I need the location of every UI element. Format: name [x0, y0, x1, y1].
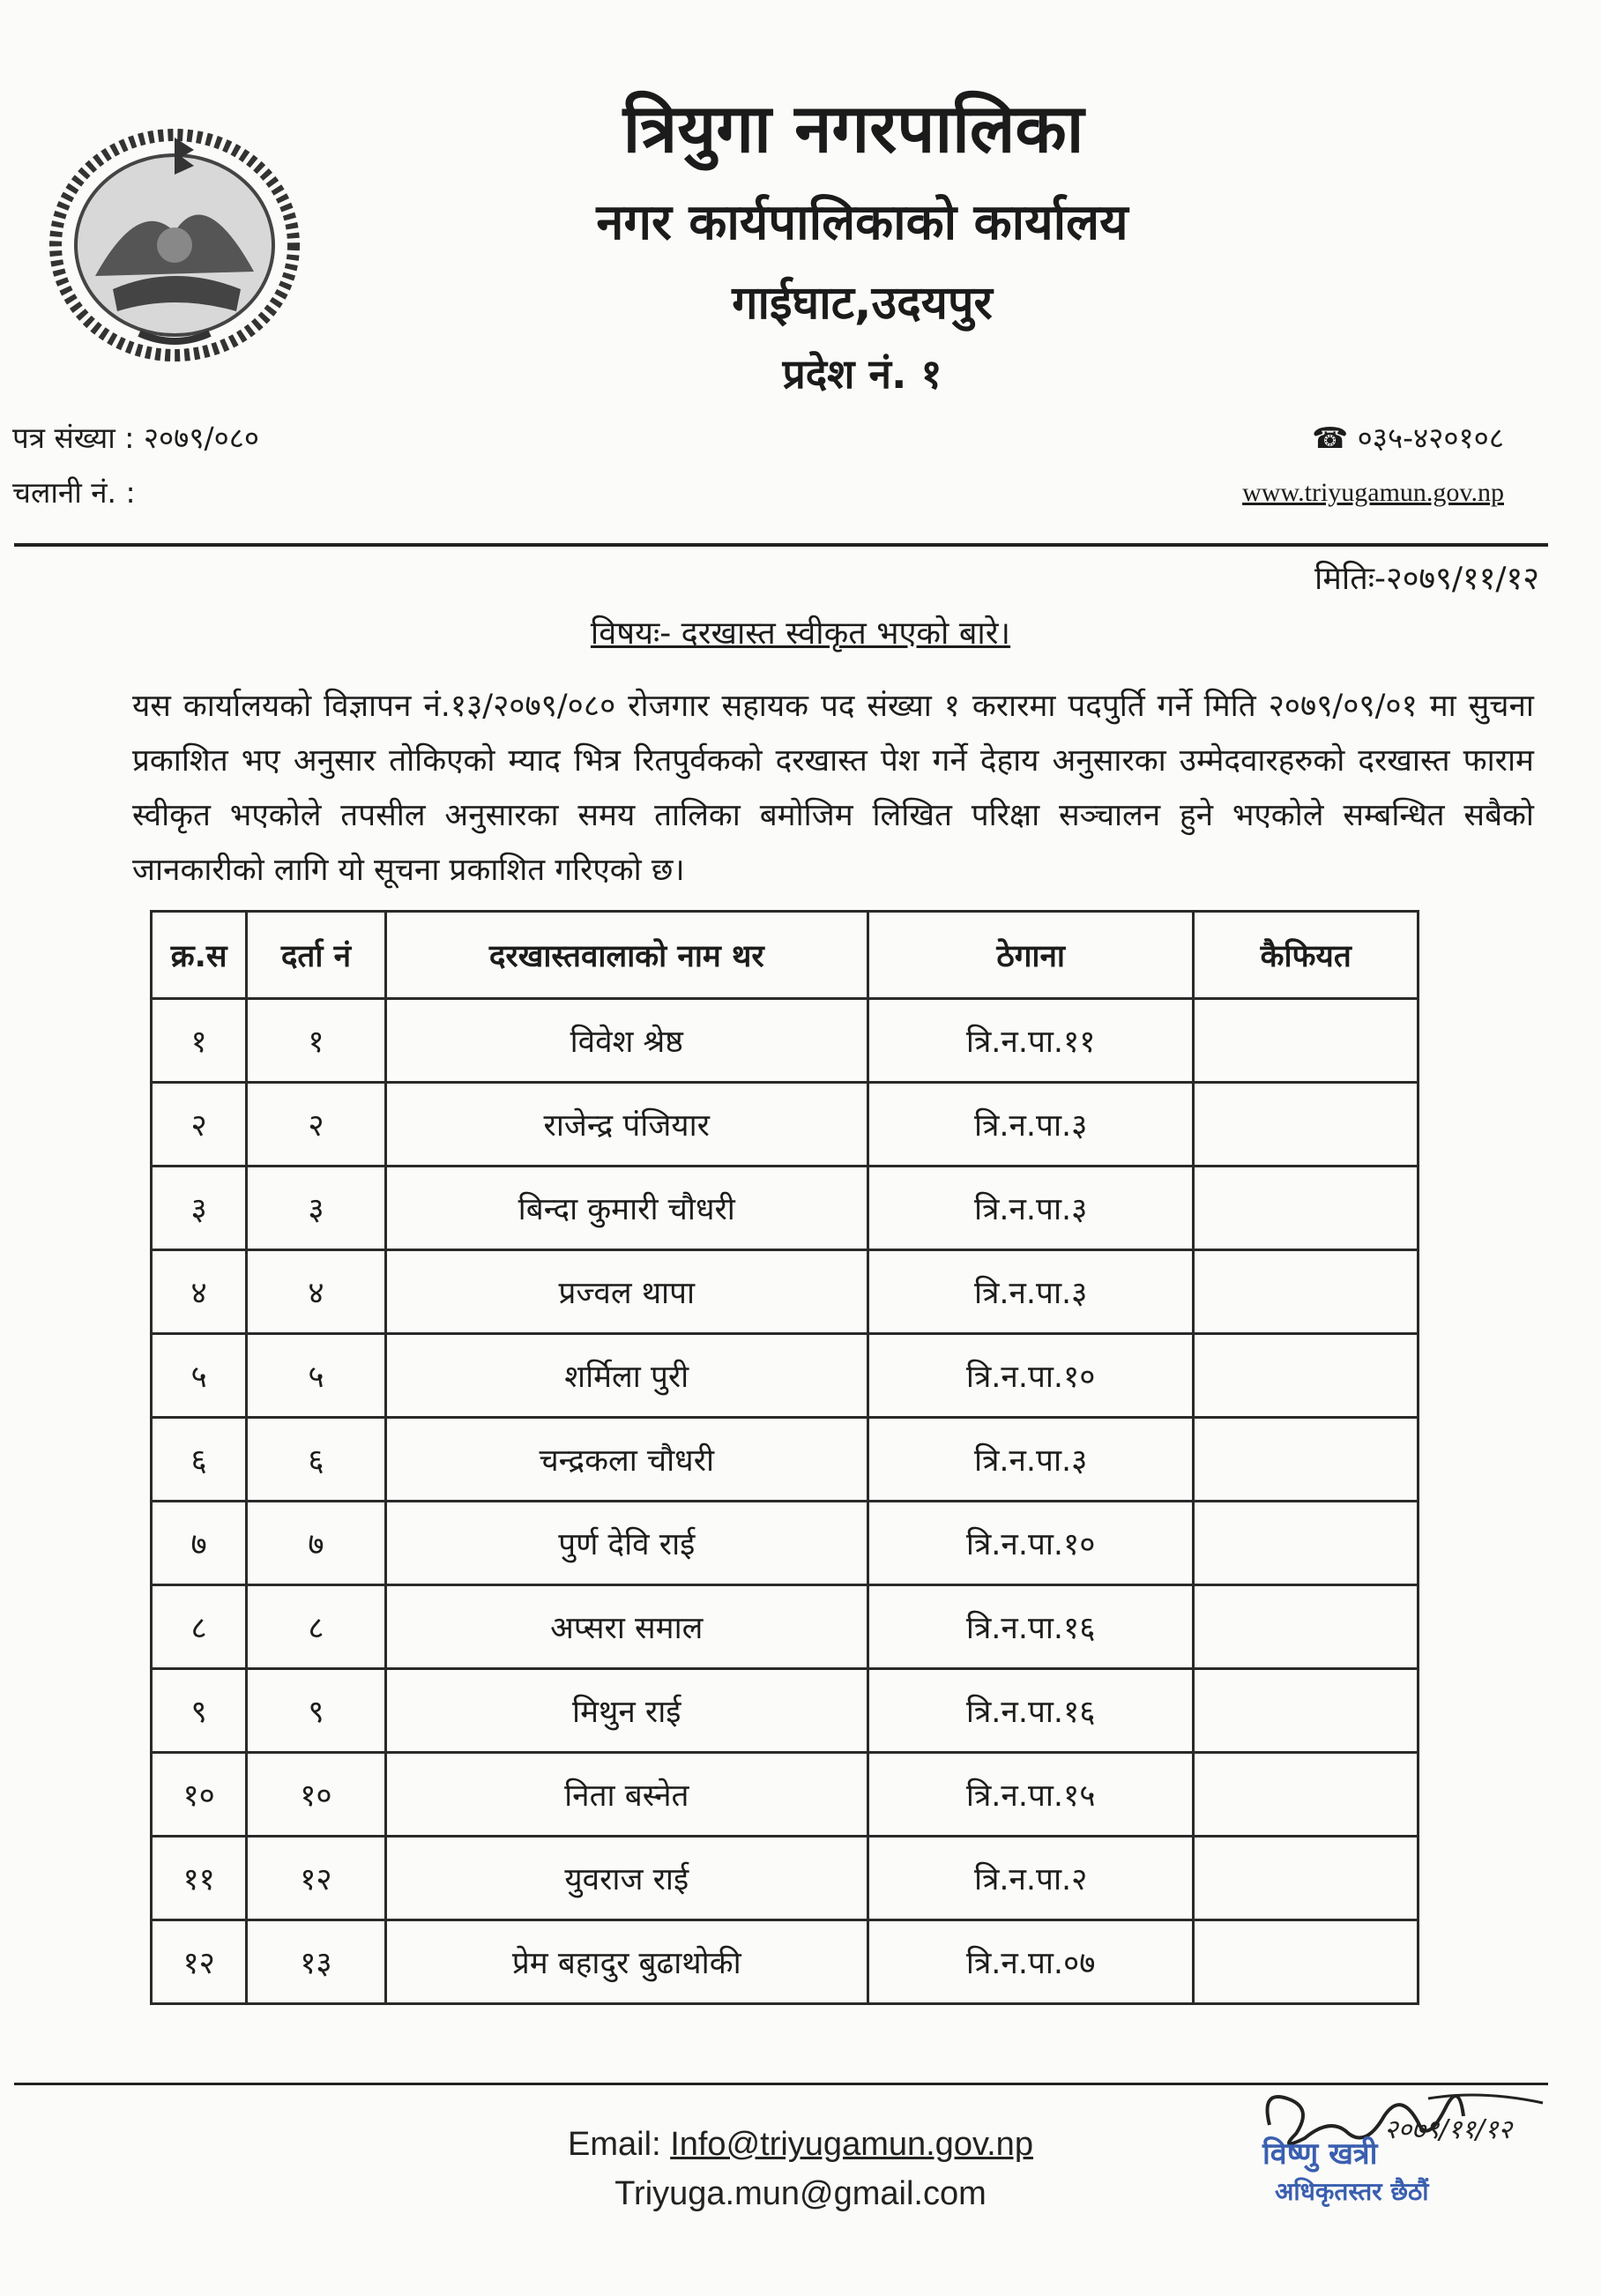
signatory-title: अधिकृतस्तर छैठौं	[1275, 2177, 1429, 2206]
footer-email-alt[interactable]: Triyuga.mun@gmail.com	[614, 2175, 987, 2212]
cell-serial: १	[152, 999, 247, 1083]
cell-registration-no: १०	[247, 1753, 385, 1837]
subject-text: विषयः- दरखास्त स्वीकृत भएको बारे।	[590, 615, 1011, 652]
table-row	[152, 1418, 1419, 1502]
phone-number: ☎ ०३५-४२०१०८	[1312, 421, 1504, 455]
cell-remarks	[1194, 1334, 1419, 1418]
cell-address: त्रि.न.पा.३	[868, 1083, 1193, 1167]
cell-remarks	[1194, 1669, 1419, 1753]
cell-registration-no: ९	[247, 1669, 385, 1753]
table-row	[152, 1753, 1419, 1837]
cell-serial: ४	[152, 1250, 247, 1334]
cell-address: त्रि.न.पा.०७	[868, 1920, 1193, 2004]
cell-serial: १२	[152, 1920, 247, 2004]
cell-serial: ५	[152, 1334, 247, 1418]
letter-date: मितिः-२०७९/११/१२	[1314, 561, 1539, 597]
cell-registration-no: ४	[247, 1250, 385, 1334]
cell-address: त्रि.न.पा.३	[868, 1250, 1193, 1334]
cell-applicant-name: अप्सरा समाल	[385, 1585, 868, 1669]
cell-remarks	[1194, 1920, 1419, 2004]
cell-applicant-name: युवराज राई	[385, 1837, 868, 1920]
cell-remarks	[1194, 1250, 1419, 1334]
reference-block	[12, 411, 259, 520]
subject-line	[0, 610, 1601, 653]
cell-remarks	[1194, 1837, 1419, 1920]
cell-registration-no: ५	[247, 1334, 385, 1418]
organization-name: त्रियुगा नगरपालिका	[622, 89, 1084, 168]
applicant-table	[150, 910, 1419, 2005]
website-link[interactable]: www.triyugamun.gov.np	[1242, 478, 1504, 507]
cell-registration-no: १	[247, 999, 385, 1083]
cell-remarks	[1194, 1083, 1419, 1167]
table-row	[152, 1920, 1419, 2004]
col-address: ठेगाना	[868, 912, 1193, 999]
cell-serial: ८	[152, 1585, 247, 1669]
cell-applicant-name: चन्द्रकला चौधरी	[385, 1418, 868, 1502]
col-applicant-name: दरखास्तवालाको नाम थर	[385, 912, 868, 999]
table-row	[152, 1502, 1419, 1585]
cell-serial: ३	[152, 1167, 247, 1250]
cell-applicant-name: राजेन्द्र पंजियार	[385, 1083, 868, 1167]
cell-applicant-name: निता बस्नेत	[385, 1753, 868, 1837]
contact-block	[1242, 411, 1504, 520]
office-location: गाईघाट,उदयपुर	[732, 277, 993, 330]
footer-email-label: Email:	[568, 2126, 661, 2163]
table-header-row	[152, 912, 1419, 999]
cell-applicant-name: मिथुन राई	[385, 1669, 868, 1753]
cell-serial: ११	[152, 1837, 247, 1920]
cell-remarks	[1194, 1585, 1419, 1669]
cell-remarks	[1194, 999, 1419, 1083]
cell-address: त्रि.न.पा.३	[868, 1167, 1193, 1250]
cell-registration-no: १३	[247, 1920, 385, 2004]
cell-serial: ७	[152, 1502, 247, 1585]
cell-remarks	[1194, 1502, 1419, 1585]
province: प्रदेश नं. १	[782, 350, 942, 398]
table-row	[152, 1167, 1419, 1250]
cell-applicant-name: प्रेम बहादुर बुढाथोकी	[385, 1920, 868, 2004]
cell-remarks	[1194, 1418, 1419, 1502]
signatory-name: विष्णु खत्री	[1262, 2136, 1378, 2172]
cell-remarks	[1194, 1753, 1419, 1837]
table-row	[152, 1334, 1419, 1418]
office-name: नगर कार्यपालिकाको कार्यालय	[596, 194, 1128, 251]
header-divider	[14, 543, 1548, 547]
cell-registration-no: ६	[247, 1418, 385, 1502]
cell-serial: ९	[152, 1669, 247, 1753]
cell-address: त्रि.न.पा.१०	[868, 1502, 1193, 1585]
table-row	[152, 999, 1419, 1083]
cell-applicant-name: पुर्ण देवि राई	[385, 1502, 868, 1585]
cell-address: त्रि.न.पा.१५	[868, 1753, 1193, 1837]
cell-registration-no: २	[247, 1083, 385, 1167]
dispatch-number: चलानी नं. :	[12, 475, 136, 510]
cell-address: त्रि.न.पा.१६	[868, 1669, 1193, 1753]
cell-applicant-name: बिन्दा कुमारी चौधरी	[385, 1167, 868, 1250]
cell-address: त्रि.न.पा.१०	[868, 1334, 1193, 1418]
cell-applicant-name: प्रज्वल थापा	[385, 1250, 868, 1334]
table-row	[152, 1585, 1419, 1669]
cell-registration-no: ३	[247, 1167, 385, 1250]
footer-email-link[interactable]: Info@triyugamun.gov.np	[670, 2126, 1033, 2163]
cell-serial: १०	[152, 1753, 247, 1837]
letter-number: पत्र संख्या : २०७९/०८०	[12, 421, 260, 455]
col-remarks: कैफियत	[1194, 912, 1419, 999]
col-serial: क्र.स	[152, 912, 247, 999]
table-row	[152, 1083, 1419, 1167]
cell-registration-no: १२	[247, 1837, 385, 1920]
table-row	[152, 1669, 1419, 1753]
cell-address: त्रि.न.पा.१६	[868, 1585, 1193, 1669]
cell-registration-no: ७	[247, 1502, 385, 1585]
table-row	[152, 1250, 1419, 1334]
cell-applicant-name: शर्मिला पुरी	[385, 1334, 868, 1418]
notice-body: यस कार्यालयको विज्ञापन नं.१३/२०७९/०८० रोजगार सहायक पद संख्या १ करारमा पदपुर्ति गर्ने मिति २०७९/०९/०१ मा सुचना प्रकाशित भए अनुसार तोकिएको म्याद भित्र रितपुर्वकको दरखास्त पेश गर्ने देहाय अनुसारका उम्मेदवारहरुको दरखास्त फाराम स्वीकृत भएकोले तपसील अनुसारका समय तालिका बमोजिम लिखित परिक्षा सञ्चालन हुने भएकोले सम्बन्धित सबैको जानकारीको लागि यो सूचना प्रकाशित गरिएको छ।	[132, 689, 1534, 888]
table-row	[152, 1837, 1419, 1920]
cell-address: त्रि.न.पा.११	[868, 999, 1193, 1083]
cell-address: त्रि.न.पा.२	[868, 1837, 1193, 1920]
cell-registration-no: ८	[247, 1585, 385, 1669]
col-registration-no: दर्ता नं	[247, 912, 385, 999]
cell-serial: ६	[152, 1418, 247, 1502]
cell-address: त्रि.न.पा.३	[868, 1418, 1193, 1502]
cell-applicant-name: विवेश श्रेष्ठ	[385, 999, 868, 1083]
svg-text:२०७९/११/१२: २०७९/११/१२	[1384, 2114, 1513, 2145]
cell-remarks	[1194, 1167, 1419, 1250]
cell-serial: २	[152, 1083, 247, 1167]
